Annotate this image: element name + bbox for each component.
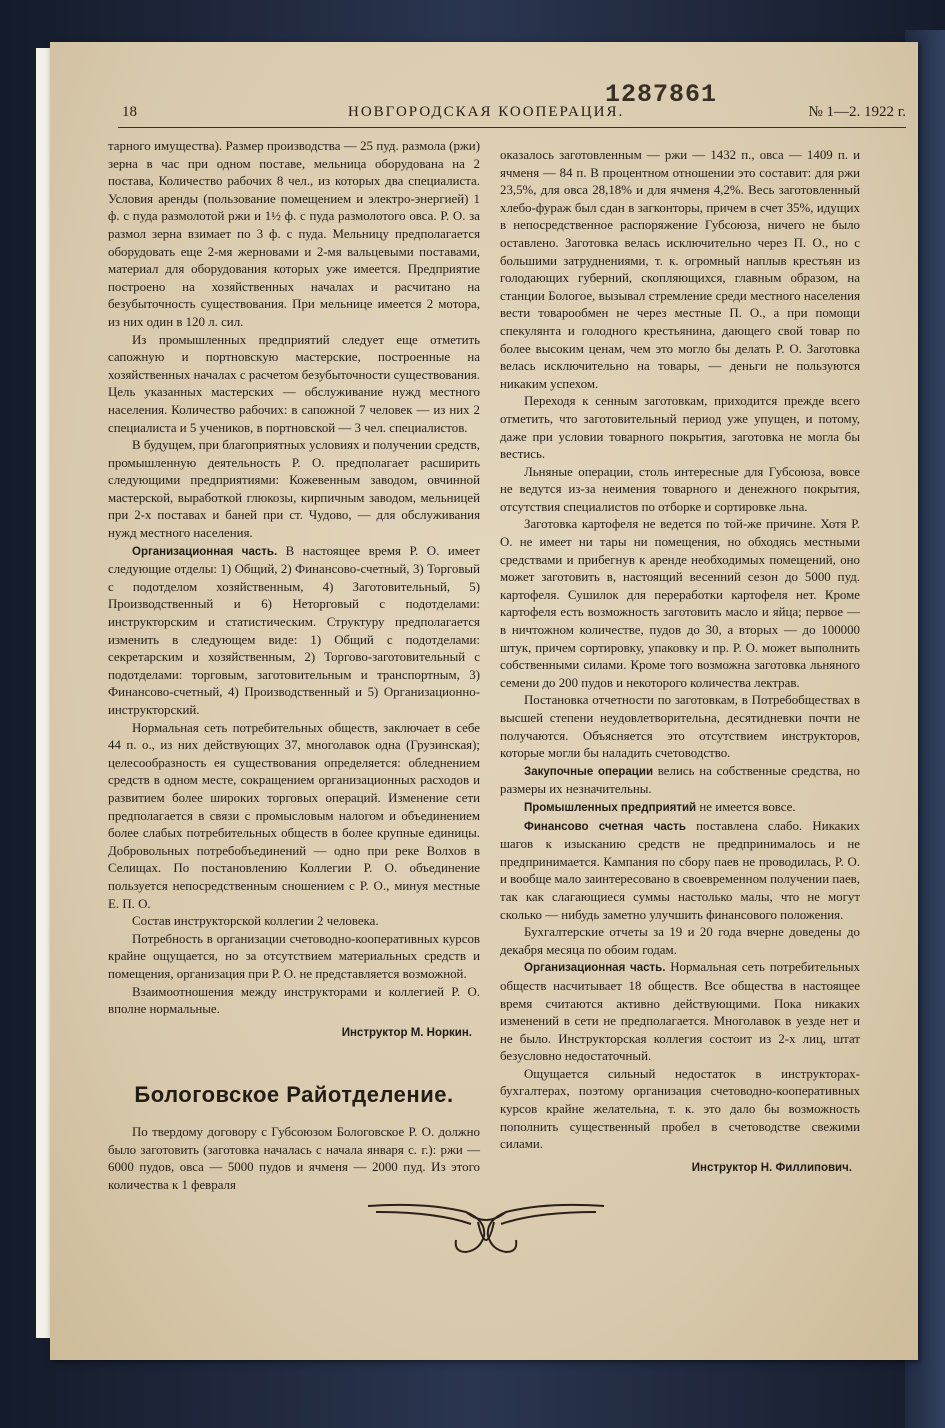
paragraph: Состав инструкторской коллегии 2 человека. bbox=[132, 914, 379, 929]
section-title: Бологовское Райотделение. bbox=[134, 1082, 454, 1108]
paragraph bbox=[500, 959, 860, 1066]
paragraph: В будущем, при благоприятных условиях и получении средств, промышленную деятельность Р. О. предполагает расширить следующими предприятиями: Кожевенным заводом, овчинной мастерской, выработкой глюкозы, кирпичным заводом, мельницей при 2-х поставах и баней при ст. Чудово, — для обслуживания нужд местного населения. bbox=[108, 438, 480, 541]
paragraph-lead: Организационная часть. bbox=[132, 545, 278, 558]
paragraph bbox=[500, 799, 860, 818]
paragraph: Постановка отчетности по заготовкам, в Потребобществах в высшей степени неудовлетворительна, десятидневки почти не получаются. Объясняется это отсутствием инструкторов, которые могли бы наладить счетоводство. bbox=[500, 693, 860, 761]
paragraph: По твердому договору с Губсоюзом Бологовское Р. О. должно было заготовить (заготовка началась с начала января с. г.): ржи — 6000 пудов, овса — 5000 пудов и ячменя — 2000 пуд. Из этого количества к 1 февраля bbox=[108, 1125, 480, 1193]
decorative-ornament bbox=[366, 1192, 606, 1262]
paragraph-lead: Финансово счетная часть bbox=[524, 820, 686, 833]
journal-page bbox=[50, 42, 918, 1360]
paragraph: Взаимоотношения между инструкторами и коллегией Р. О. вполне нормальные. bbox=[108, 984, 480, 1017]
paragraph-text: не имеется вовсе. bbox=[696, 799, 796, 814]
paragraph-text: В настоящее время Р. О. имеет следующие отделы: 1) Общий, 2) Финансово-счетный, 3) Торговый с подотделом хозяйственным, 4) Заготовительный, 5) Производственный и 6) Неторговый с подотделами: инструкторским и статистическим. Структуру предполагается изменить в следующем виде: 1) Общий с подотделами: секретарским и хозяйственным, 2) Торгово-заготовительный с подотделами: торговым, заготовительным и транспортным, 3) Финансово-счетный, 4) Производственный и 5) Организационно-инструкторский. bbox=[108, 543, 480, 717]
left-column bbox=[108, 138, 480, 1195]
paragraph bbox=[108, 543, 480, 720]
paragraph: оказалось заготовленным — ржи — 1432 п., овса — 1409 п. и ячменя — 84 п. В процентном отношении это составит: для ржи 23,5%, для овса 28,18% и для ячменя 4,2%. Весь заготовленный хлебо-фураж был сдан в загконторы, причем в счет 35%, идущих в непосредственное распоряжение Губсоюза, ничего не было оставлено. Заготовка велась исключительно через П. О., но с большими затруднениями, т. к. огромный наплыв крестьян из голодающих губерний, скопляющихся, главным образом, на станции Бологое, вызывал стремление среди местного населения вести товарообмен не через местные П. О., а при помощи спекулянта и голодного крестьянина, дающего свой товар по более высоким ценам, чем это могло бы делать Р. О. Заготовка велась исключительно на товары, — деньги не пользуются никаким успехом. bbox=[500, 148, 860, 391]
issue-number: № 1—2. 1922 г. bbox=[808, 104, 906, 120]
journal-title: НОВГОРОДСКАЯ КООПЕРАЦИЯ. bbox=[348, 104, 625, 120]
right-column bbox=[500, 147, 860, 1177]
paragraph: Заготовка картофеля не ведется по той-же причине. Хотя Р. О. не имеет ни тары ни помещения, но обходясь местными средствами и прибегнув к аренде необходимых помещений, оно может заготовить в, настоящий весенний сезон до 5000 пуд. картофеля. Сушилок для переработки картофеля нет. Кроме картофеля есть возможность заготовить масло и яйца; первое — в ничтожном количестве, пудов до 30, а вторых — до 100000 штук, причем сортировку, упаковку и пр. Р. О. может выполнить собственными силами. Кроме того возможна заготовка льняного семени до 200 пудов и некоторого количества лектрав. bbox=[500, 517, 860, 690]
paragraph-text: велись на собственные средства, но размеры их незначительны. bbox=[500, 763, 860, 797]
inventory-stamp: 1287861 bbox=[605, 80, 718, 109]
paragraph-lead: Закупочные операции bbox=[524, 765, 654, 778]
header-rule bbox=[118, 127, 906, 128]
paragraph: Льняные операции, столь интересные для Губсоюза, вовсе не ведутся из-за неимения товарного и денежного покрытия, отсутствия специалистов по отборке и сортировке льна. bbox=[500, 464, 860, 514]
paragraph: Нормальная сеть потребительных обществ, заключает в себе 44 п. о., из них действующих 37, многолавок одна (Грузинская); целесообразность ея существования определяется: обледнением средств в одном месте, сокращением организационных расходов и развитием более широких торговых операций. Изменение сети предполагается в связи с промысловым налогом и объединением более слабых потребительных обществ в более крупные единицы. Добровольных потребобъединений — одно при реке Волхов в Селищах. По постановлению Коллегии Р. О. объединение пользуется непосредственным сношением с Р. О., минуя местные Е. П. О. bbox=[108, 720, 480, 911]
paragraph bbox=[500, 763, 860, 799]
paragraph: Бухгалтерские отчеты за 19 и 20 года вчерне доведены до декабря месяца по обоим годам. bbox=[500, 925, 860, 957]
signature: Инструктор Н. Филлипович. bbox=[691, 1161, 852, 1174]
paragraph: тарного имущества). Размер производства — 25 пуд. размола (ржи) зерна в час при одном поставе, мельница оборудована на 2 постава, Количество рабочих 8 чел., из которых два специалиста. Условия аренды (пользование помещением и электро-энергией) 1 ф. с пуда размолотой ржи и 1½ ф. с пуда размолотого овса. Р. О. за размол зерна взимает по 3 ф. с пуда. Мельницу предполагается оборудовать еще 2-мя жерновами и 2-мя вальцевыми поставами, материал для оборудования которых уже имеется. Предприятие построено на хозяйственных началах и расчитано на безубыточность существования. При мельнице имеется 2 мотора, из них один в 120 л. сил. bbox=[108, 139, 480, 329]
paragraph-text: Нормальная сеть потребительных обществ насчитывает 18 обществ. Все общества в настоящее время считаются активно действующими. Пока никаких изменений в сети не предполагается. Многолавок в уезде нет и не было. Инструкторская коллегия состоит из 2-х лиц, штат безусловно недостаточный. bbox=[500, 960, 860, 1064]
paragraph-text: поставлена слабо. Никаких шагов к изысканию средств не предпринималось и не предпринимается. Кампания по сбору паев не проводилась, Р. О. и вообще мало заинтересовано в своевременном получении паев, так как слагающиеся суммы настолько малы, что не могут сколько — нибудь заметно улучшить финансового положения. bbox=[500, 818, 860, 922]
paragraph: Ощущается сильный недостаток в инструкторах-бухгалтерах, поэтому организация счетоводно-кооперативных курсов крайне желательна, т. к. это дало бы возможность пополнить существенный пробел в счетоводстве свежими силами. bbox=[500, 1066, 860, 1152]
paragraph-lead: Организационная часть. bbox=[524, 962, 666, 975]
paragraph bbox=[500, 818, 860, 925]
paragraph: Переходя к сенным заготовкам, приходится прежде всего отметить, что заготовительный период уже упущен, и потому, даже при условии товарного покрытия, заготовка не могла бы вестись. bbox=[500, 394, 860, 462]
paragraph-lead: Промышленных предприятий bbox=[524, 801, 697, 814]
paragraph: Потребность в организации счетоводно-кооперативных курсов крайне ощущается, но за отсутствием материальных средств и помещения, организация при Р. О. не представляется возможной. bbox=[108, 931, 480, 981]
page-number: 18 bbox=[122, 104, 137, 120]
page-header bbox=[118, 104, 906, 128]
signature: Инструктор М. Норкин. bbox=[341, 1026, 472, 1039]
paragraph: Из промышленных предприятий следует еще отметить сапожную и портновскую мастерские, построенные на хозяйственных началах с расчетом безубыточности существования. Цель указанных мастерских — обслуживание нужд местного населения. Количество рабочих: в сапожной 7 человек — из них 2 специалиста и 5 учеников, в портновской — 3 чел. специалистов. bbox=[108, 332, 480, 435]
